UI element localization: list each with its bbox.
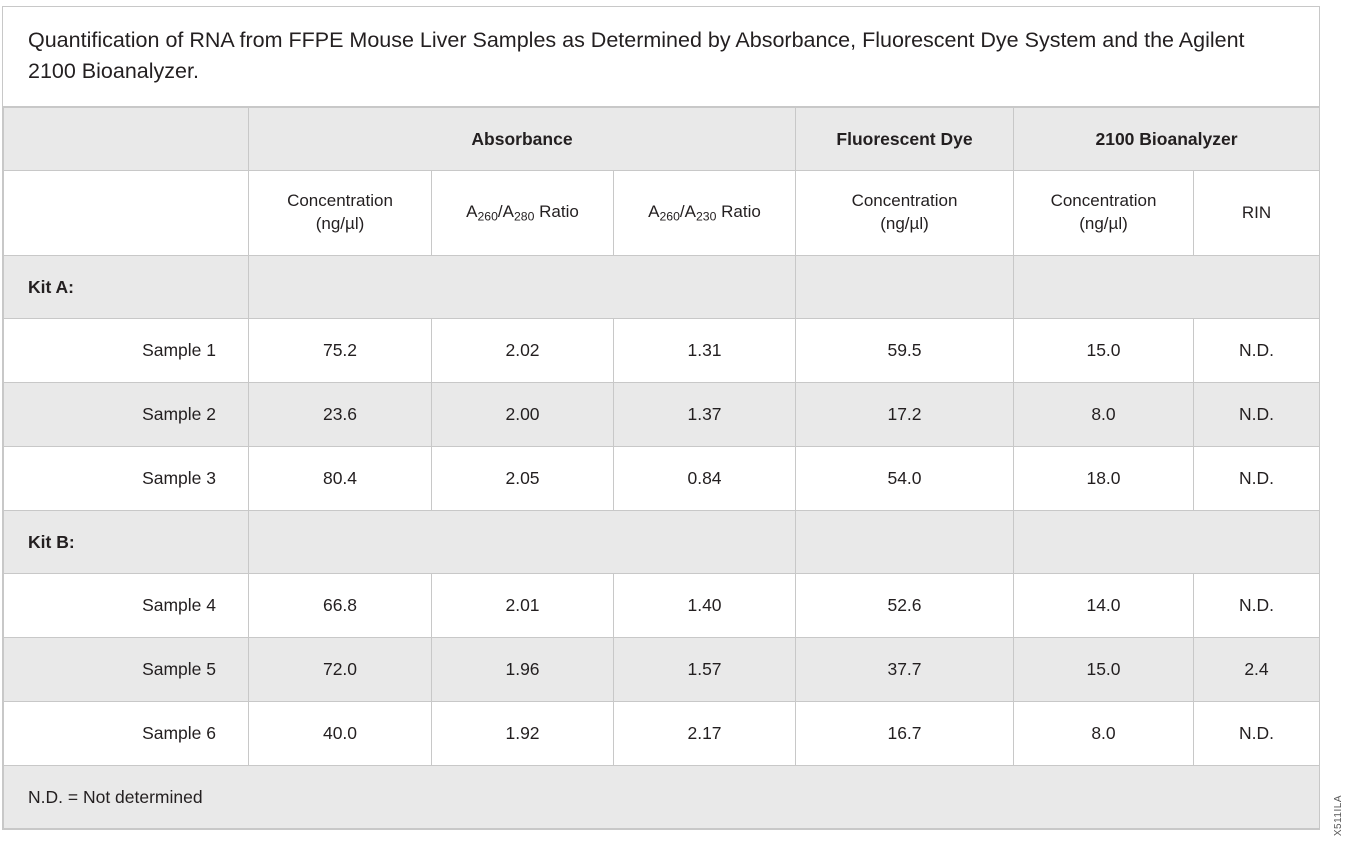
row-label: Sample 3: [4, 447, 249, 511]
cell-a260-a280: 2.01: [432, 574, 614, 638]
ratio230-pre: A: [648, 202, 660, 222]
dye-conc-line1: Concentration: [851, 191, 958, 211]
cell-dye-conc: 59.5: [796, 319, 1014, 383]
cell-abs-conc: 66.8: [249, 574, 432, 638]
section-title: Kit B:: [4, 511, 249, 574]
cell-dye-conc: 54.0: [796, 447, 1014, 511]
group-header-row: [4, 108, 1320, 171]
footnote-text: N.D. = Not determined: [4, 766, 1320, 829]
cell-a260-a280: 1.92: [432, 702, 614, 766]
sub-header-a260-a230-ratio: [614, 171, 796, 256]
sub-header-row: [4, 171, 1320, 256]
cell-bio-conc: 14.0: [1014, 574, 1194, 638]
section-spacer-absorbance: [249, 256, 796, 319]
cell-rin: 2.4: [1194, 638, 1320, 702]
cell-rin: N.D.: [1194, 383, 1320, 447]
footnote-row: [4, 766, 1320, 829]
row-label: Sample 5: [4, 638, 249, 702]
cell-dye-conc: 52.6: [796, 574, 1014, 638]
section-header-row: [4, 511, 1320, 574]
section-spacer-bio: [1014, 511, 1320, 574]
row-label: Sample 4: [4, 574, 249, 638]
cell-a260-a230: 1.31: [614, 319, 796, 383]
sub-header-absorbance-concentration: [249, 171, 432, 256]
section-spacer-bio: [1014, 256, 1320, 319]
cell-a260-a230: 2.17: [614, 702, 796, 766]
bio-conc-line2: (ng/µl): [1079, 214, 1128, 234]
cell-abs-conc: 75.2: [249, 319, 432, 383]
cell-a260-a280: 2.05: [432, 447, 614, 511]
quantification-table: [3, 107, 1320, 829]
cell-bio-conc: 15.0: [1014, 638, 1194, 702]
cell-dye-conc: 37.7: [796, 638, 1014, 702]
side-code-label: X511ILA: [1333, 794, 1344, 836]
row-label: Sample 1: [4, 319, 249, 383]
cell-dye-conc: 16.7: [796, 702, 1014, 766]
sub-header-a260-a280-ratio: [432, 171, 614, 256]
sub-header-blank: [4, 171, 249, 256]
ratio280-post: Ratio: [534, 202, 579, 222]
group-header-fluorescent-dye: Fluorescent Dye: [796, 108, 1014, 171]
group-header-bioanalyzer: 2100 Bioanalyzer: [1014, 108, 1320, 171]
ratio230-post: Ratio: [716, 202, 761, 222]
table-row: [4, 383, 1320, 447]
sub-header-dye-concentration: [796, 171, 1014, 256]
row-label: Sample 2: [4, 383, 249, 447]
cell-a260-a230: 1.37: [614, 383, 796, 447]
table-row: [4, 319, 1320, 383]
cell-a260-a280: 1.96: [432, 638, 614, 702]
cell-abs-conc: 80.4: [249, 447, 432, 511]
cell-abs-conc: 40.0: [249, 702, 432, 766]
section-spacer-dye: [796, 511, 1014, 574]
ratio280-sub1: 260: [477, 209, 498, 224]
sub-header-rin: RIN: [1194, 171, 1320, 256]
cell-bio-conc: 8.0: [1014, 702, 1194, 766]
ratio230-sub1: 260: [659, 209, 680, 224]
cell-bio-conc: 8.0: [1014, 383, 1194, 447]
abs-conc-line1: Concentration: [287, 191, 393, 211]
table-container: [2, 6, 1320, 830]
ratio280-sub2: 280: [513, 209, 535, 224]
ratio280-mid: /A: [497, 202, 514, 222]
cell-a260-a230: 1.57: [614, 638, 796, 702]
table-row: [4, 638, 1320, 702]
group-header-blank: [4, 108, 249, 171]
group-header-absorbance: Absorbance: [249, 108, 796, 171]
cell-a260-a230: 0.84: [614, 447, 796, 511]
cell-bio-conc: 15.0: [1014, 319, 1194, 383]
table-row: [4, 574, 1320, 638]
cell-rin: N.D.: [1194, 319, 1320, 383]
ratio230-sub2: 230: [695, 209, 717, 224]
section-spacer-absorbance: [249, 511, 796, 574]
ratio280-pre: A: [466, 202, 478, 222]
section-header-row: [4, 256, 1320, 319]
cell-rin: N.D.: [1194, 702, 1320, 766]
sub-header-bio-concentration: [1014, 171, 1194, 256]
cell-a260-a280: 2.02: [432, 319, 614, 383]
table-caption: Quantification of RNA from FFPE Mouse Liver Samples as Determined by Absorbance, Fluorescent Dye System and the Agilent 2100 Bioanalyzer.: [3, 7, 1319, 107]
abs-conc-line2: (ng/µl): [315, 214, 365, 234]
dye-conc-line2: (ng/µl): [880, 214, 929, 234]
section-spacer-dye: [796, 256, 1014, 319]
cell-dye-conc: 17.2: [796, 383, 1014, 447]
ratio230-mid: /A: [679, 202, 696, 222]
section-title: Kit A:: [4, 256, 249, 319]
row-label: Sample 6: [4, 702, 249, 766]
cell-a260-a280: 2.00: [432, 383, 614, 447]
cell-bio-conc: 18.0: [1014, 447, 1194, 511]
bio-conc-line1: Concentration: [1050, 191, 1157, 211]
table-row: [4, 702, 1320, 766]
cell-abs-conc: 72.0: [249, 638, 432, 702]
cell-abs-conc: 23.6: [249, 383, 432, 447]
cell-a260-a230: 1.40: [614, 574, 796, 638]
cell-rin: N.D.: [1194, 447, 1320, 511]
cell-rin: N.D.: [1194, 574, 1320, 638]
table-row: [4, 447, 1320, 511]
